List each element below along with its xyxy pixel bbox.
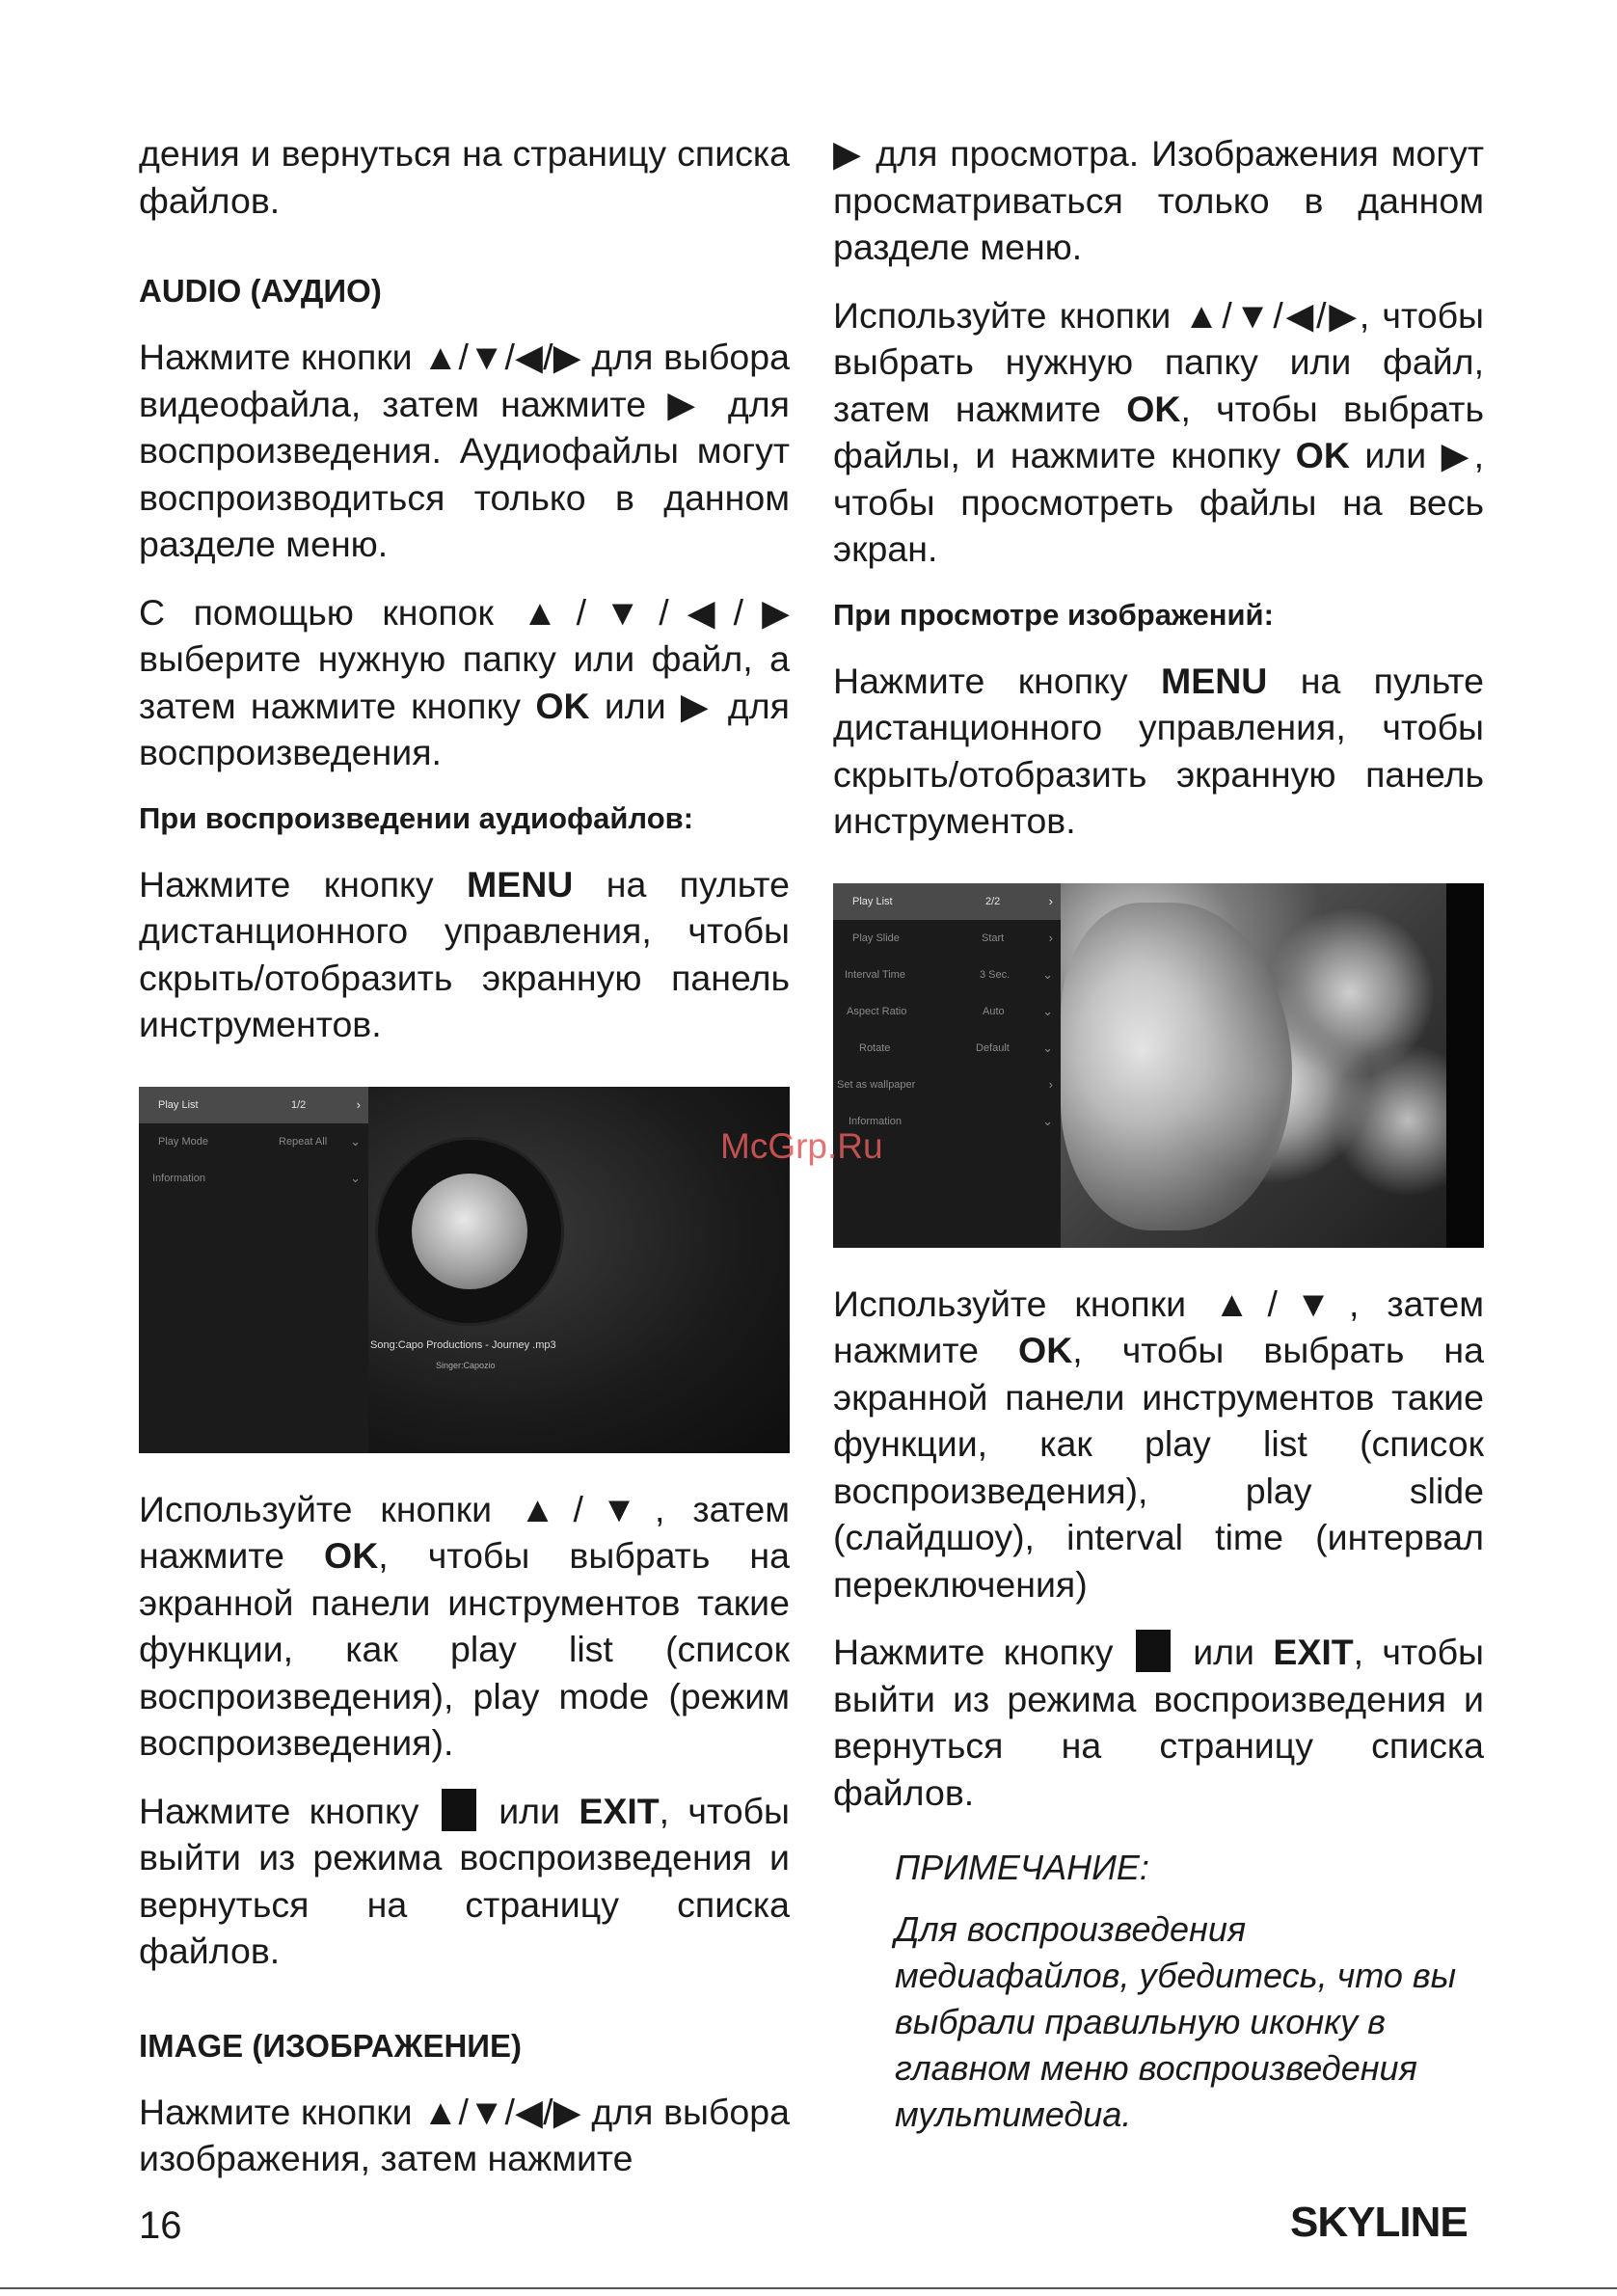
page-bottom-rule [0,2287,1617,2289]
image-paragraph-1: Нажмите кнопки ▲/▼/◀/▶ для выбора изображения, затем нажмите [139,2091,790,2178]
chevron-down-icon: ⌄ [1042,1113,1053,1128]
image-viewer-screenshot [833,883,1484,1248]
audio-toolbar-menu [139,1087,368,1453]
note-text: Для воспроизведения медиафайлов, убедитесь, что вы выбрали правильную иконку в главном меню воспроизведения мультимедиа. [895,1909,1457,2134]
chevron-right-icon: › [1048,894,1053,908]
menu-row-information[interactable]: Information ⌄ [152,1170,361,1185]
page-number: 16 [139,2204,182,2247]
menu-row-aspect-ratio[interactable]: Aspect Ratio Auto ⌄ [847,1003,1053,1018]
audio-paragraph-1: Нажмите кнопки ▲/▼/◀/▶ для выбора видеофайла, затем нажмите ▶ для воспроизведения. Аудиофайлы могут воспроизводиться только в данном разделе меню. [139,337,790,564]
audio-heading: AUDIO (АУДИО) [139,273,382,309]
right-column [833,130,1484,2138]
song-title: Song:Capo Productions - Journey .mp3 [370,1338,556,1351]
chevron-down-icon: ⌄ [1042,966,1053,982]
brand-logo: SKYLINE [1290,2199,1468,2246]
chevron-down-icon: ⌄ [350,1133,361,1148]
menu-row-rotate[interactable]: Rotate Default ⌄ [859,1040,1053,1055]
image-toolbar-menu [833,883,1061,1248]
singer-name: Singer:Capozio [436,1360,496,1370]
audio-subheading: При воспроизведении аудиофайлов: [139,800,694,835]
image-paragraph-6: Нажмите кнопку или EXIT, чтобы выйти из режима воспроизведения и вернуться на страницу списка файлов. [833,1632,1484,1813]
audio-player-screenshot [139,1087,790,1453]
audio-paragraph-4: Используйте кнопки ▲/▼, затем нажмите OK, чтобы выбрать на экранной панели инструментов такие функции, как play list (список воспроизведения), play mode (режим воспроизведения). [139,1488,790,1763]
image-heading: IMAGE (ИЗОБРАЖЕНИЕ) [139,2027,522,2064]
image-paragraph-2: ▶ для просмотра. Изображения могут просматриваться только в данном разделе меню. [833,133,1484,267]
image-paragraph-5: Используйте кнопки ▲/▼, затем нажмите OK, чтобы выбрать на экранной панели инструментов такие функции, как play list (список воспроизведения), play slide (слайдшоу), interval time (интервал переключения) [833,1283,1484,1605]
note-title: ПРИМЕЧАНИЕ: [895,1848,1149,1887]
menu-row-play-slide[interactable]: Play Slide Start › [852,931,1053,945]
menu-row-set-as-wallpaper[interactable]: Set as wallpaper › [837,1077,1053,1092]
audio-paragraph-2: С помощью кнопок ▲/▼/◀/▶ выберите нужную папку или файл, а затем нажмите кнопку OK или ▶ для воспроизведения. [139,591,790,772]
intro-text: дения и вернуться на страницу списка файлов. [139,133,790,221]
menu-row-play-list[interactable]: Play List 2/2 › [833,883,1061,920]
image-paragraph-4: Нажмите кнопку MENU на пульте дистанционного управления, чтобы скрыть/отобразить экранную панель инструментов. [833,660,1484,841]
menu-row-play-list[interactable]: Play List 1/2 › [139,1087,368,1123]
audio-paragraph-5: Нажмите кнопку или EXIT, чтобы выйти из режима воспроизведения и вернуться на страницу списка файлов. [139,1790,790,1971]
stop-icon [442,1789,476,1831]
chevron-down-icon: ⌄ [1042,1040,1053,1055]
chevron-right-icon: › [1048,931,1053,945]
note-block [895,1845,1484,2138]
album-disc-image [378,1140,561,1323]
image-paragraph-3: Используйте кнопки ▲/▼/◀/▶, чтобы выбрать нужную папку или файл, затем нажмите OK, чтобы выбрать файлы, и нажмите кнопку OK или ▶, чтобы просмотреть файлы на весь экран. [833,294,1485,569]
chevron-down-icon: ⌄ [1042,1003,1053,1018]
audio-paragraph-3: Нажмите кнопку MENU на пульте дистанционного управления, чтобы скрыть/отобразить экранную панель инструментов. [139,863,790,1044]
menu-row-play-mode[interactable]: Play Mode Repeat All ⌄ [158,1133,361,1148]
watermark: McGrp.Ru [720,1126,883,1166]
image-subheading: При просмотре изображений: [833,597,1274,632]
menu-row-information[interactable]: Information ⌄ [849,1113,1053,1128]
left-column [139,130,790,2182]
chevron-right-icon: › [356,1097,361,1112]
chevron-right-icon: › [1048,1077,1053,1092]
menu-row-interval-time[interactable]: Interval Time 3 Sec. ⌄ [845,966,1053,982]
stop-icon [1136,1630,1171,1672]
chevron-down-icon: ⌄ [350,1170,361,1185]
